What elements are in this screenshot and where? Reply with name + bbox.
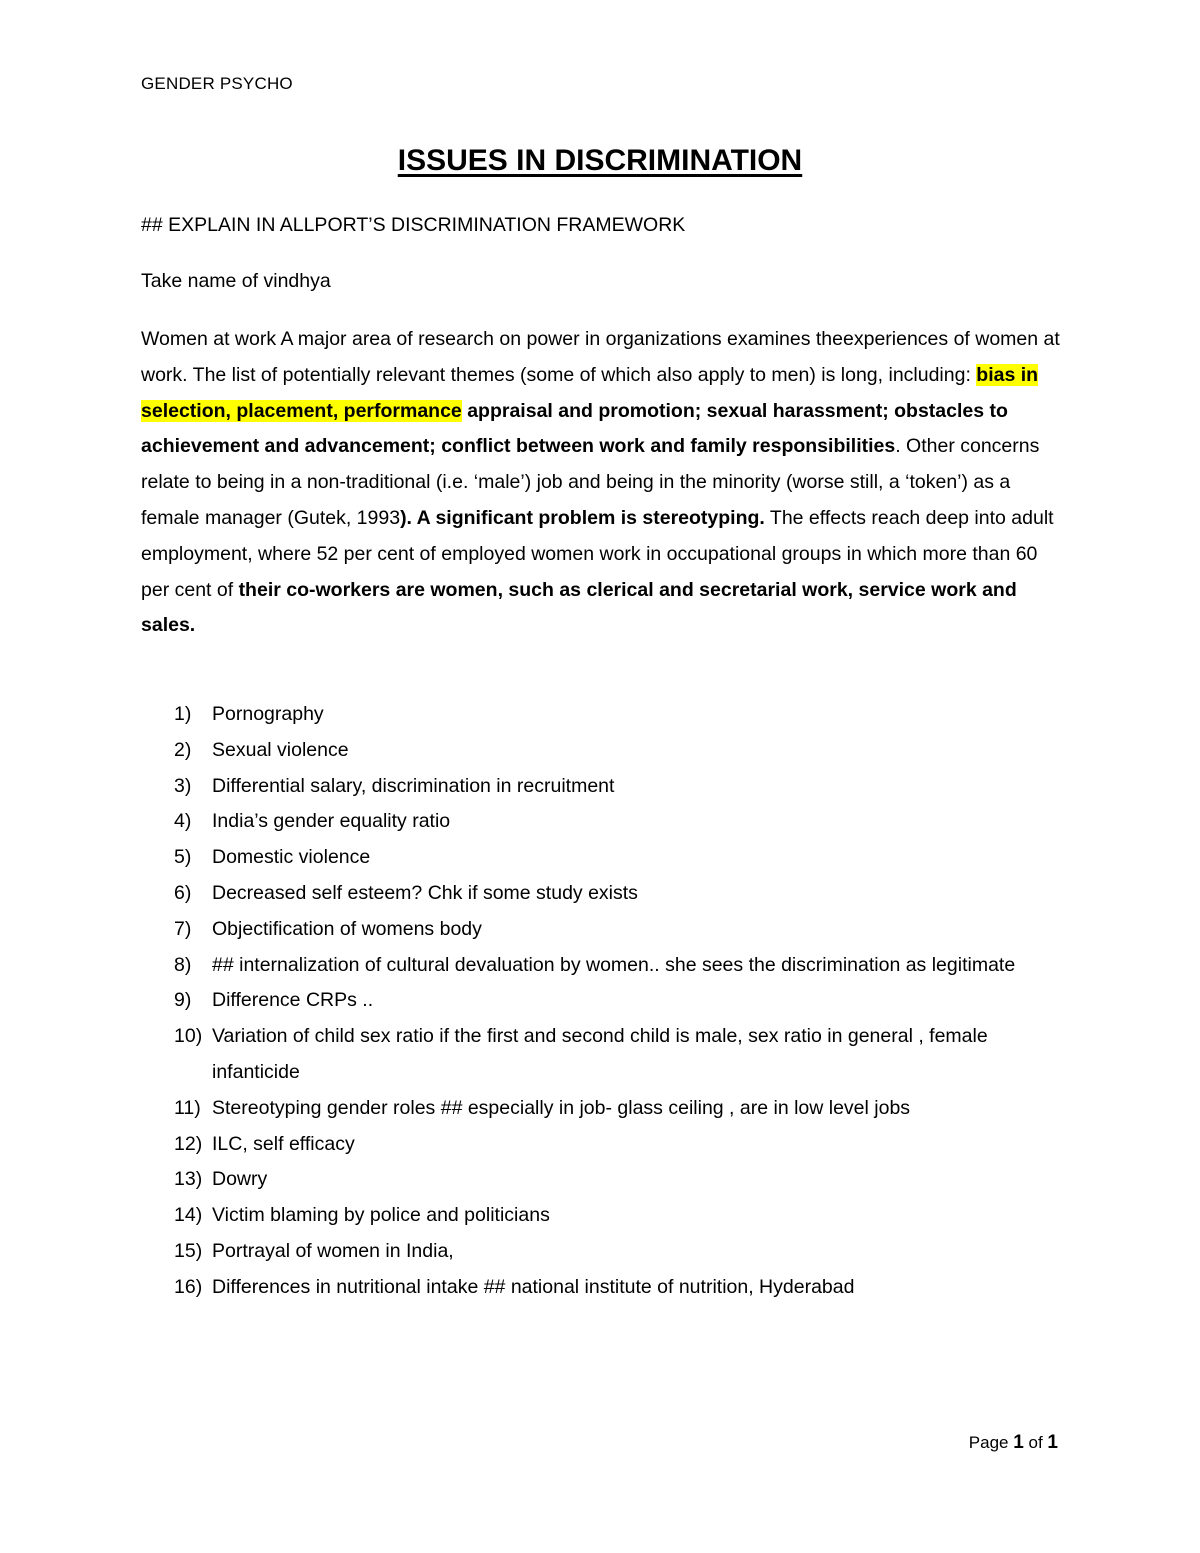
list-item — [141, 1234, 1066, 1270]
list-item-text: ILC, self efficacy — [212, 1132, 355, 1155]
footer-page-number: 1 — [1013, 1432, 1024, 1453]
list-item-text: Portrayal of women in India, — [212, 1239, 454, 1262]
issues-list — [141, 697, 1066, 1306]
list-item-number: 14) — [174, 1204, 203, 1227]
list-item-text: Objectification of womens body — [212, 917, 482, 940]
list-item-text: Pornography — [212, 703, 324, 725]
list-item — [141, 1198, 1066, 1234]
list-item-number: 9) — [174, 989, 192, 1012]
list-item-number: 11) — [174, 1096, 201, 1119]
list-item-number: 12) — [174, 1132, 203, 1155]
list-item-text: Variation of child sex ratio if the first and second child is male, sex ratio in general , female infanticide — [212, 1025, 988, 1083]
bold-text-1: appraisal and promotion; sexual harassment; obstacles to achievement and advancement; conflict between work and family responsibilities — [141, 399, 1008, 458]
list-item-text: Victim blaming by police and politicians — [212, 1204, 550, 1227]
highlighted-text: bias in selection, placement, performance — [141, 363, 1039, 422]
list-item-number: 5) — [174, 846, 192, 869]
list-item — [141, 804, 1066, 840]
list-item-text: Stereotyping gender roles ## especially in job- glass ceiling , are in low level jobs — [212, 1096, 911, 1119]
list-item-text: Sexual violence — [212, 738, 349, 761]
list-item-number: 2) — [174, 738, 192, 761]
footer-page-label: Page — [968, 1433, 1014, 1452]
bold-text-3: their co-workers are women, such as clerical and secretarial work, service work and sales. — [141, 578, 1017, 637]
para-text-1: Women at work A major area of research on power in organizations examines theexperiences of women at work. The list of potentially relevant themes (some of which also apply to men) is long, including: — [141, 328, 1060, 386]
para-text-2: . Other concerns relate to being in a non-traditional (i.e. ‘male’) job and being in the minority (worse still, a ‘token’) as a female manager (Gutek, 1993 — [141, 435, 1040, 529]
list-item-number: 4) — [174, 810, 192, 833]
list-item-number: 13) — [174, 1168, 203, 1191]
page-footer — [969, 1432, 1058, 1454]
list-item-number: 6) — [174, 881, 192, 904]
list-item-text: Dowry — [212, 1168, 268, 1191]
list-item-text: India’s gender equality ratio — [212, 810, 451, 833]
list-item-text: Difference CRPs .. — [212, 989, 374, 1012]
body-paragraph — [141, 322, 1066, 644]
footer-page-total: 1 — [1047, 1432, 1058, 1453]
list-item — [141, 876, 1066, 912]
document-title: ISSUES IN DISCRIMINATION — [397, 144, 803, 177]
list-item-text: Differential salary, discrimination in recruitment — [212, 774, 615, 797]
list-item-text: Domestic violence — [212, 846, 371, 869]
list-item-number: 1) — [174, 703, 192, 725]
list-item-number: 16) — [174, 1275, 203, 1298]
list-item — [141, 840, 1066, 876]
list-item — [141, 1091, 1066, 1127]
list-item — [141, 1127, 1066, 1163]
footer-of-label: of — [1023, 1433, 1048, 1452]
list-item-number: 8) — [174, 953, 192, 976]
page-header: GENDER PSYCHO — [141, 74, 293, 93]
list-item-text: ## internalization of cultural devaluation by women.. she sees the discrimination as legitimate — [212, 953, 1016, 976]
list-item — [141, 948, 1066, 984]
list-item-number: 15) — [174, 1239, 203, 1262]
list-item — [141, 983, 1066, 1019]
list-item — [141, 769, 1066, 805]
para-text-3: The effects reach deep into adult employment, where 52 per cent of employed women work in occupational groups in which more than 60 per cent of — [141, 506, 1054, 601]
bold-text-2: ). A significant problem is stereotyping. — [400, 506, 765, 529]
list-item — [141, 912, 1066, 948]
list-item — [141, 733, 1066, 769]
list-item — [141, 697, 1066, 733]
list-item-number: 3) — [174, 774, 192, 797]
list-item — [141, 1162, 1066, 1198]
subheading: ## EXPLAIN IN ALLPORT’S DISCRIMINATION FRAMEWORK — [141, 214, 686, 236]
list-item-number: 10) — [174, 1025, 203, 1048]
list-item — [141, 1270, 1066, 1306]
list-item-text: Decreased self esteem? Chk if some study exists — [212, 881, 638, 904]
list-item-text: Differences in nutritional intake ## national institute of nutrition, Hyderabad — [212, 1275, 855, 1298]
note-line: Take name of vindhya — [141, 270, 331, 292]
list-item-number: 7) — [174, 917, 192, 940]
list-item — [141, 1019, 1066, 1091]
